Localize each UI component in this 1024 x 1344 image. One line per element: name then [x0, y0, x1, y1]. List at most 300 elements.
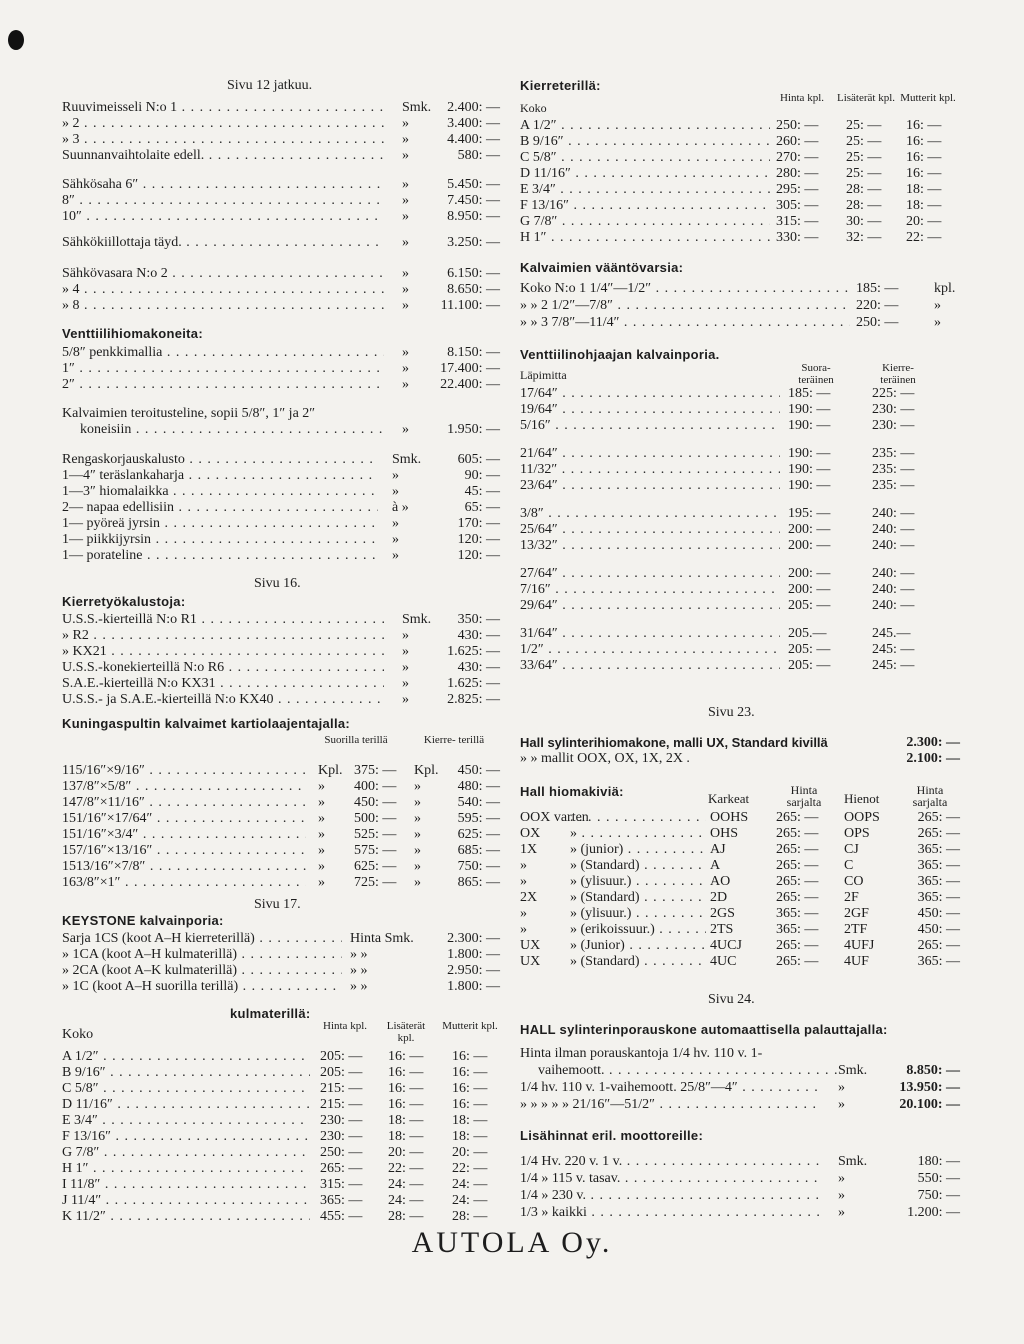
kuninkaspultin-row: [62, 843, 500, 859]
page-12-title: Sivu 12 jatkuu.: [227, 78, 313, 93]
hiomakivi-row: [520, 858, 960, 874]
kuninkaspultin-heading: Kuningaspultin kalvaimet kartiolaajentajalla:: [62, 716, 351, 731]
unit-cell: Kpl.: [318, 763, 343, 778]
item-name: 1— piikkijyrsin . . .: [62, 532, 378, 548]
price-row: [62, 963, 500, 979]
mutterit-cell: 20: —: [906, 214, 942, 229]
item-unit: »: [934, 315, 941, 330]
karkeat-code: 4UCJ: [710, 938, 742, 953]
koko-row: [62, 1177, 500, 1193]
karkeat-code: OHS: [710, 826, 739, 841]
kalvaimien-text-2: koneisiin: [80, 422, 132, 437]
karkeat-code: 2D: [710, 890, 728, 905]
hinta-cell: 315: —: [320, 1177, 363, 1192]
item-price: 580: —: [457, 148, 500, 163]
item-unit: »: [392, 484, 399, 499]
item-unit: à »: [392, 500, 409, 515]
item-name: » 1C (koot A–H suorilla terillä) . . .: [62, 979, 342, 995]
lisaterat-cell: 28: —: [388, 1209, 424, 1224]
koko-cell: H 1″ . . .: [520, 230, 770, 246]
item-unit: »: [838, 1171, 845, 1186]
kulma-header-hinta: Hinta kpl.: [323, 1020, 367, 1032]
vo-row: [520, 538, 960, 554]
hinta-cell: 280: —: [776, 166, 819, 181]
item-name: 8″ . . .: [62, 193, 384, 209]
page-24-title: Sivu 24.: [708, 992, 755, 1007]
hinta-cell: 250: —: [320, 1145, 363, 1160]
price-kierre: 450: —: [457, 763, 500, 778]
price-row: [62, 484, 500, 500]
mutterit-cell: 24: —: [452, 1193, 488, 1208]
kierre-cell: 240: —: [872, 598, 915, 613]
item-unit: »: [392, 548, 399, 563]
kierre-header-mutterit: Mutterit kpl.: [900, 92, 956, 104]
lisaterat-cell: 24: —: [388, 1177, 424, 1192]
lisaterat-cell: 20: —: [388, 1145, 424, 1160]
item-price: 605: —: [457, 452, 500, 467]
hienot-price: 365: —: [917, 954, 960, 969]
item-unit: » »: [350, 963, 368, 978]
price-row: [62, 116, 500, 132]
unit-cell: »: [318, 811, 325, 826]
koko-row: [62, 1049, 500, 1065]
type-cell: » (Standard) . . .: [570, 954, 706, 970]
kuninkaspultin-row: [62, 811, 500, 827]
karkeat-price: 265: —: [776, 874, 819, 889]
price-row: [62, 468, 500, 484]
karkeat-code: 4UC: [710, 954, 737, 969]
lisahinnat-list: [520, 1154, 960, 1222]
kierre-cell: 235: —: [872, 478, 915, 493]
item-name: 1— porateline . . .: [62, 548, 378, 564]
item-name: 10″ . . .: [62, 209, 384, 225]
hienot-price: 365: —: [917, 842, 960, 857]
koko-cell: A 1/2″ . . .: [62, 1049, 310, 1065]
item-unit: »: [934, 298, 941, 313]
size-cell: 1513/16″×7/8″ . . .: [62, 859, 306, 875]
vo-header-lapimitta: Läpimitta: [520, 368, 567, 382]
item-name: » 3 . . .: [62, 132, 384, 148]
koko-cell: E 3/4″ . . .: [62, 1113, 310, 1129]
hk-header-hinta-2: Hinta sarjalta: [912, 783, 948, 809]
koko-cell: J 11/4″ . . .: [62, 1193, 310, 1209]
item-unit: »: [402, 345, 409, 360]
item-name: 1″ . . .: [62, 361, 384, 377]
kalvaimien-unit: »: [402, 422, 409, 437]
sahkovasara-list: [62, 266, 500, 314]
price-row: [62, 177, 500, 193]
vo-row: [520, 582, 960, 598]
item-name: » 2CA (koot A–K kulmaterillä) . . .: [62, 963, 342, 979]
hienot-price: 365: —: [917, 874, 960, 889]
hienot-price: 450: —: [917, 906, 960, 921]
karkeat-code: A: [710, 858, 721, 873]
kierreterilla-heading: Kierreterillä:: [520, 78, 601, 93]
size-cell: 157/16″×13/16″ . . .: [62, 843, 306, 859]
model-cell: 2X: [520, 890, 538, 905]
kuninkaspultin-row: [62, 763, 500, 779]
lapimitta-cell: 11/32″ . . .: [520, 462, 780, 478]
hinta-cell: 230: —: [320, 1129, 363, 1144]
item-name: » » mallit OOX, OX, 1X, 2X .: [520, 751, 690, 766]
price-row: [62, 676, 500, 692]
lisaterat-cell: 25: —: [846, 150, 882, 165]
hiomakivi-row: [520, 906, 960, 922]
item-unit: »: [402, 177, 409, 192]
suora-cell: 195: —: [788, 506, 831, 521]
hienot-code: 2TF: [844, 922, 868, 937]
mutterit-cell: 16: —: [452, 1065, 488, 1080]
price-row: [62, 298, 500, 314]
hienot-price: 265: —: [917, 826, 960, 841]
unit-cell: »: [318, 843, 325, 858]
item-name: vaihemoott. . . .: [538, 1063, 838, 1079]
model-cell: 1X: [520, 842, 538, 857]
price-row: [62, 516, 500, 532]
item-name: 1—3″ hiomalaikka . . .: [62, 484, 378, 500]
price-row: [62, 282, 500, 298]
koko-cell: F 13/16″ . . .: [62, 1129, 310, 1145]
lisaterat-cell: 16: —: [388, 1097, 424, 1112]
punch-hole-mark: [8, 30, 24, 50]
item-unit: »: [402, 148, 409, 163]
koko-row: [62, 1193, 500, 1209]
keystone-heading: KEYSTONE kalvainporia:: [62, 913, 224, 928]
model-cell: »: [520, 858, 527, 873]
kalvaimien-row: [62, 422, 500, 438]
koko-row: [520, 150, 960, 166]
koko-cell: H 1″ . . .: [62, 1161, 310, 1177]
hall-poraus-list: [520, 1046, 960, 1114]
koko-cell: E 3/4″ . . .: [520, 182, 770, 198]
item-unit: »: [402, 193, 409, 208]
price-row: [62, 193, 500, 209]
item-price: 11.100: —: [440, 298, 500, 313]
type-cell: » (erikoissuur.) . . .: [570, 922, 706, 938]
item-price: 2.100: —: [906, 751, 960, 766]
hiomakivi-row: [520, 890, 960, 906]
item-price: 13.950: —: [899, 1080, 960, 1095]
item-unit: » »: [350, 979, 368, 994]
lisaterat-cell: 16: —: [388, 1081, 424, 1096]
price-row: [62, 532, 500, 548]
item-price: 1.625: —: [447, 676, 500, 691]
lisaterat-cell: 22: —: [388, 1161, 424, 1176]
item-price: 2.400: —: [447, 100, 500, 115]
hiomakivi-row: [520, 810, 960, 826]
price-row: [62, 628, 500, 644]
vo-header-suora: Suora- teräinen: [798, 362, 834, 386]
vo-row: [520, 566, 960, 582]
hinta-cell: 315: —: [776, 214, 819, 229]
item-price: 2.300: —: [447, 931, 500, 946]
kuninkaspultin-row: [62, 859, 500, 875]
suora-cell: 200: —: [788, 582, 831, 597]
price-row: [62, 644, 500, 660]
item-unit: »: [402, 282, 409, 297]
vo-row: [520, 506, 960, 522]
kp-header-suorilla: Suorilla terillä: [324, 734, 388, 746]
mutterit-cell: 16: —: [452, 1097, 488, 1112]
koko-row: [520, 182, 960, 198]
hienot-code: C: [844, 858, 854, 873]
item-price: 3.250: —: [447, 235, 500, 250]
karkeat-price: 365: —: [776, 922, 819, 937]
vo-row: [520, 386, 960, 402]
suora-cell: 205: —: [788, 642, 831, 657]
price-row: [62, 148, 500, 164]
item-name: » 1CA (koot A–H kulmaterillä) . . .: [62, 947, 342, 963]
item-name: Hall sylinterihiomakone, malli UX, Standard kivillä: [520, 735, 828, 750]
koko-cell: D 11/16″ . . .: [62, 1097, 310, 1113]
suora-cell: 205: —: [788, 598, 831, 613]
mutterit-cell: 16: —: [906, 166, 942, 181]
mutterit-cell: 18: —: [906, 198, 942, 213]
mutterit-cell: 24: —: [452, 1177, 488, 1192]
item-price: 2.950: —: [447, 963, 500, 978]
item-name: U.S.S.- ja S.A.E.-kierteillä N:o KX40 . . .: [62, 692, 384, 708]
hiomakivi-row: [520, 938, 960, 954]
hall-sylinteri-row: [520, 735, 960, 751]
item-name: 5/8″ penkkimallia . . .: [62, 345, 384, 361]
vo-row: [520, 522, 960, 538]
item-price: 170: —: [457, 516, 500, 531]
hienot-code: CO: [844, 874, 864, 889]
kierre-cell: 240: —: [872, 522, 915, 537]
price-row: [520, 1063, 960, 1080]
item-unit: Smk.: [402, 100, 432, 115]
price-suorilla: 500: —: [354, 811, 397, 826]
vaantovarsi-row: [520, 298, 960, 315]
hienot-code: 2GF: [844, 906, 869, 921]
hiomakivia-heading: Hall hiomakiviä:: [520, 784, 624, 799]
mutterit-cell: 18: —: [452, 1113, 488, 1128]
price-kierre: 865: —: [457, 875, 500, 890]
size-cell: 147/8″×11/16″ . . .: [62, 795, 306, 811]
kierre-cell: 240: —: [872, 566, 915, 581]
venttiilinohjaaja-table: [520, 386, 960, 674]
item-price: 5.450: —: [447, 177, 500, 192]
item-unit: »: [392, 532, 399, 547]
lisaterat-cell: 25: —: [846, 134, 882, 149]
model-cell: UX: [520, 938, 541, 953]
koko-row: [62, 1081, 500, 1097]
karkeat-price: 265: —: [776, 954, 819, 969]
hienot-code: CJ: [844, 842, 859, 857]
karkeat-code: OOHS: [710, 810, 749, 825]
hinta-cell: 265: —: [320, 1161, 363, 1176]
size-cell: 137/8″×5/8″ . . .: [62, 779, 306, 795]
item-name: » » » » » 21/16″—51/2″ . . .: [520, 1097, 820, 1113]
hienot-code: OPS: [844, 826, 870, 841]
hienot-price: 365: —: [917, 890, 960, 905]
kierre-cell: 240: —: [872, 538, 915, 553]
koko-row: [520, 214, 960, 230]
karkeat-price: 265: —: [776, 810, 819, 825]
item-price: 430: —: [457, 628, 500, 643]
karkeat-code: AO: [710, 874, 731, 889]
price-kierre: 540: —: [457, 795, 500, 810]
item-unit: »: [402, 298, 409, 313]
item-name: Sähkösaha 6″ . . .: [62, 177, 384, 193]
item-unit: Smk.: [402, 612, 432, 627]
item-price: 180: —: [917, 1154, 960, 1169]
item-price: 8.850: —: [906, 1063, 960, 1078]
item-unit: »: [402, 116, 409, 131]
vo-row: [520, 658, 960, 674]
kierreterilla-table: [520, 118, 960, 246]
item-unit: »: [392, 516, 399, 531]
kalvaimien-price: 1.950: —: [447, 422, 500, 437]
item-name: Rengaskorjauskalusto . . .: [62, 452, 378, 468]
lapimitta-cell: 17/64″ . . .: [520, 386, 780, 402]
item-name: 1/4 » 115 v. tasav. . . .: [520, 1171, 820, 1187]
item-name: » R2 . . .: [62, 628, 384, 644]
type-cell: » (ylisuur.) . . .: [570, 906, 706, 922]
item-name: » 8 . . .: [62, 298, 384, 314]
kierre-cell: 235: —: [872, 446, 915, 461]
item-price: 1.800: —: [447, 947, 500, 962]
price-suorilla: 400: —: [354, 779, 397, 794]
lapimitta-cell: 23/64″ . . .: [520, 478, 780, 494]
mutterit-cell: 18: —: [906, 182, 942, 197]
karkeat-price: 265: —: [776, 890, 819, 905]
suora-cell: 205: —: [788, 658, 831, 673]
unit-cell: »: [414, 811, 421, 826]
kierre-header-koko: Koko: [520, 101, 547, 115]
item-unit: »: [402, 660, 409, 675]
hinta-cell: 365: —: [320, 1193, 363, 1208]
hinta-cell: 270: —: [776, 150, 819, 165]
lisaterat-cell: 18: —: [388, 1113, 424, 1128]
price-kierre: 625: —: [457, 827, 500, 842]
item-name: Ruuvimeisseli N:o 1 . . .: [62, 100, 384, 116]
vaantovarsi-list: [520, 281, 960, 332]
hiomakivi-row: [520, 922, 960, 938]
mutterit-cell: 22: —: [906, 230, 942, 245]
lisaterat-cell: 25: —: [846, 166, 882, 181]
price-kierre: 595: —: [457, 811, 500, 826]
item-name: 1/4 Hv. 220 v. 1 v. . . .: [520, 1154, 820, 1170]
karkeat-price: 265: —: [776, 842, 819, 857]
item-unit: » »: [350, 947, 368, 962]
item-name: S.A.E.-kierteillä N:o KX31 . . .: [62, 676, 384, 692]
item-unit: kpl.: [934, 281, 956, 296]
hall-poraus-heading: HALL sylinterinporauskone automaattisella palauttajalla:: [520, 1022, 888, 1037]
item-price: 350: —: [457, 612, 500, 627]
mutterit-cell: 16: —: [452, 1081, 488, 1096]
hall-sylinteri-list: [520, 735, 960, 767]
suora-cell: 205.—: [788, 626, 827, 641]
item-price: 8.150: —: [447, 345, 500, 360]
item-unit: »: [838, 1080, 845, 1095]
venttiili-heading: Venttiilihiomakoneita:: [62, 326, 203, 341]
item-unit: Smk.: [838, 1154, 868, 1169]
price-row: [520, 1171, 960, 1188]
unit-cell: »: [414, 779, 421, 794]
model-cell: »: [520, 906, 527, 921]
price-row: [520, 1046, 960, 1063]
vaantovarsi-row: [520, 315, 960, 332]
item-name: 1/4 » 230 v. . . .: [520, 1188, 820, 1204]
kulmaterilla-heading: kulmaterillä:: [230, 1006, 311, 1021]
item-name: Sähkökiillottaja täyd.: [62, 235, 182, 250]
hinta-cell: 330: —: [776, 230, 819, 245]
koko-row: [520, 230, 960, 246]
unit-cell: »: [318, 795, 325, 810]
hienot-price: 450: —: [917, 922, 960, 937]
item-name: » » 3 7/8″—11/4″ . . .: [520, 315, 850, 331]
lapimitta-cell: 31/64″ . . .: [520, 626, 780, 642]
vaantovarsi-row: [520, 281, 960, 298]
item-unit: »: [402, 676, 409, 691]
koko-cell: F 13/16″ . . .: [520, 198, 770, 214]
kp-header-kierre: Kierre- terillä: [423, 734, 485, 746]
price-row: [62, 132, 500, 148]
koko-row: [520, 118, 960, 134]
karkeat-code: AJ: [710, 842, 726, 857]
group-spacer: [520, 554, 960, 566]
hk-header-karkeat: Karkeat: [708, 791, 750, 806]
mutterit-cell: 16: —: [452, 1049, 488, 1064]
kuninkaspultin-table: [62, 763, 500, 891]
item-name: 2″ . . .: [62, 377, 384, 393]
item-price: 20.100: —: [899, 1097, 960, 1112]
koko-row: [62, 1065, 500, 1081]
venttiili-list: [62, 345, 500, 393]
suora-cell: 190: —: [788, 462, 831, 477]
type-cell: » . . .: [570, 826, 706, 842]
lapimitta-cell: 5/16″ . . .: [520, 418, 780, 434]
item-unit: »: [402, 377, 409, 392]
item-unit: »: [402, 235, 409, 250]
page-16-title: Sivu 16.: [254, 576, 301, 591]
kuninkaspultin-row: [62, 827, 500, 843]
kierre-header-lisaterat: Lisäterät kpl.: [836, 92, 896, 104]
hk-header-hinta-1: Hinta sarjalta: [786, 783, 822, 809]
item-name: Sähkövasara N:o 2 . . .: [62, 266, 384, 282]
lapimitta-cell: 29/64″ . . .: [520, 598, 780, 614]
model-cell: OOX varten: [520, 810, 589, 825]
koko-row: [62, 1097, 500, 1113]
koko-row: [520, 134, 960, 150]
hienot-price: 265: —: [917, 938, 960, 953]
item-name: » 2 . . .: [62, 116, 384, 132]
kierre-cell: 245: —: [872, 642, 915, 657]
lisaterat-cell: 16: —: [388, 1049, 424, 1064]
page-17-title: Sivu 17.: [254, 897, 301, 912]
lisaterat-cell: 28: —: [846, 182, 882, 197]
item-price: 22.400: —: [440, 377, 500, 392]
price-row: [62, 266, 500, 282]
koko-cell: I 11/8″ . . .: [62, 1177, 310, 1193]
item-price: 430: —: [457, 660, 500, 675]
item-unit: »: [402, 132, 409, 147]
item-name: Sarja 1CS (koot A–H kierreterillä) . . .: [62, 931, 342, 947]
item-price: 550: —: [917, 1171, 960, 1186]
koko-row: [62, 1209, 500, 1225]
price-row: [62, 692, 500, 708]
karkeat-price: 265: —: [776, 826, 819, 841]
kalvaimien-text-1: Kalvaimien teroitusteline, sopii 5/8″, 1″ ja 2″: [62, 406, 316, 421]
item-unit: »: [838, 1097, 845, 1112]
item-name: U.S.S.-kierteillä N:o R1 . . .: [62, 612, 384, 628]
suora-cell: 190: —: [788, 446, 831, 461]
price-row: [62, 979, 500, 995]
item-price: 120: —: [457, 532, 500, 547]
hinta-cell: 215: —: [320, 1081, 363, 1096]
type-cell: » (Junior) . . .: [570, 938, 706, 954]
